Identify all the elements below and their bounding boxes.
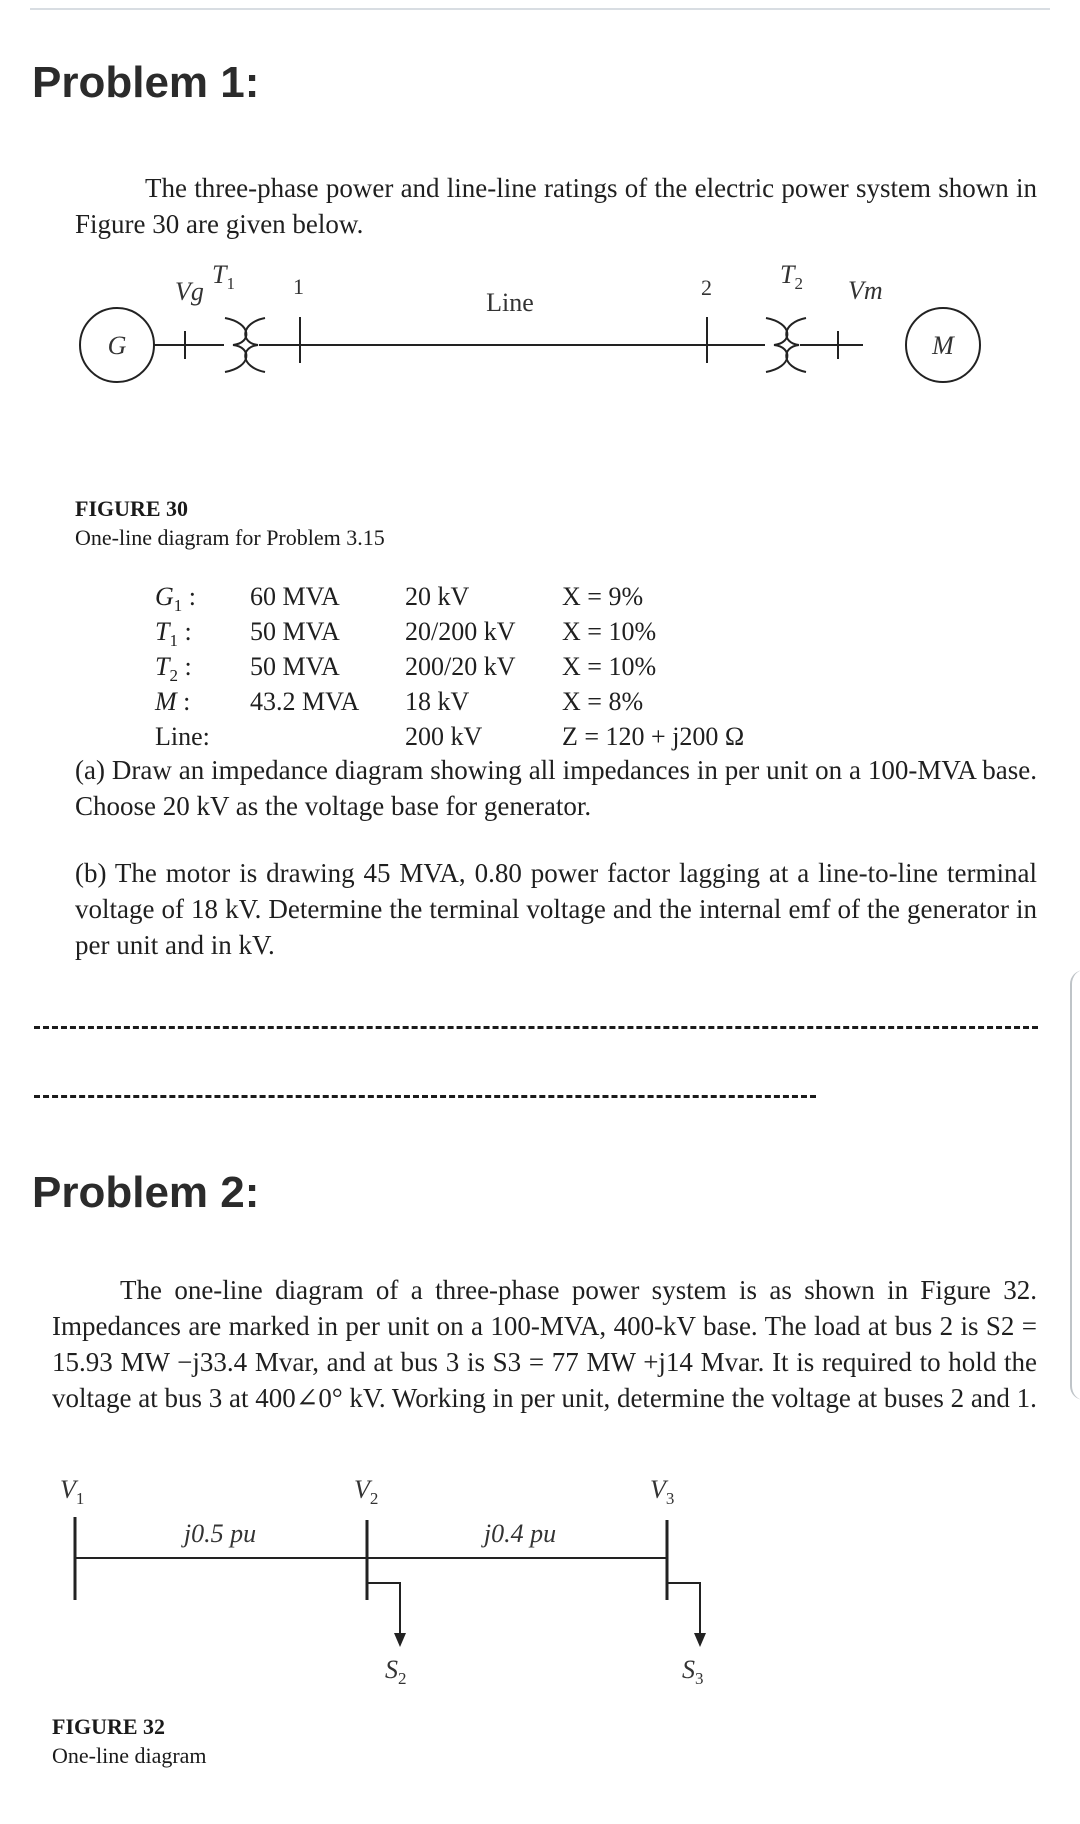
rating-voltage: 20/200 kV (405, 617, 516, 646)
load-arrow-s2 (394, 1633, 406, 1647)
vg-label: Vg (175, 277, 204, 306)
rating-name: $G_1$ : (155, 582, 197, 616)
figure30-diagram (60, 255, 1020, 395)
t1-label-sub: 1 (226, 274, 235, 293)
rating-power: 60 MVA (250, 582, 340, 611)
rating-voltage: 18 kV (405, 687, 470, 716)
figure30-caption-text: One-line diagram for Problem 3.15 (75, 525, 385, 550)
t2-transformer-symbol (766, 318, 787, 372)
rating-voltage: 20 kV (405, 582, 470, 611)
load-arrow-s3 (694, 1633, 706, 1647)
bus2-label: 2 (701, 275, 712, 300)
rating-param: X = 8% (562, 687, 644, 716)
rating-param: X = 10% (562, 652, 657, 681)
figure32-diagram (40, 1465, 780, 1705)
figure32-caption-text: One-line diagram (52, 1743, 207, 1768)
t1-transformer-symbol (225, 318, 246, 372)
rating-power: 50 MVA (250, 617, 340, 646)
impedance-23-label: j0.4 pu (483, 1519, 557, 1548)
svg-text:V2: $V_2$ (354, 1475, 379, 1508)
generator-label: G (107, 331, 127, 360)
answer-line (34, 1026, 1038, 1029)
svg-text:V1: $V_1$ (60, 1475, 85, 1508)
side-panel-edge (1070, 970, 1080, 1400)
problem2-title: Problem 2: (32, 1168, 260, 1217)
svg-text:Vg (175, 277, 204, 306)
s2-label: S (385, 1655, 398, 1684)
svg-text:Vm (848, 276, 883, 305)
bus1-label: 1 (293, 274, 304, 299)
rating-name: $T_1$ : (155, 617, 192, 651)
t2-label-sub: 2 (794, 274, 803, 293)
rating-param: X = 9% (562, 582, 644, 611)
figure30-caption-title: FIGURE 30 (75, 496, 189, 521)
rating-voltage: 200/20 kV (405, 652, 516, 681)
impedance-12-label: j0.5 pu (183, 1519, 257, 1548)
rating-name: M : (155, 687, 191, 716)
motor-label: M (932, 331, 954, 360)
problem1-part-a: (a) Draw an impedance diagram showing all impedances in per unit on a 100-MVA base. Choose 20 kV as the voltage base for generator. (75, 755, 1037, 821)
rating-power: 43.2 MVA (250, 687, 360, 716)
svg-text:T2 (780, 260, 803, 293)
svg-text:V3: $V_3$ (650, 1475, 675, 1508)
problem1-part-b: (b) The motor is drawing 45 MVA, 0.80 power factor lagging at a line-to-line terminal voltage of 18 kV. Determine the terminal voltage and the internal emf of the generator in per unit and in kV. (75, 858, 1037, 960)
svg-text:S3: $S_3$ (682, 1655, 704, 1688)
rating-name: Line: (155, 722, 210, 751)
v1-label: V (60, 1475, 76, 1504)
rating-param: X = 10% (562, 617, 657, 646)
top-divider (30, 8, 1050, 10)
problem1-title: Problem 1: (32, 58, 260, 107)
problem2-intro: The one-line diagram of a three-phase power system is as shown in Figure 32. Impedances are marked in per unit on a 100-MVA, 400-kV base. The load at bus 2 is S2 = 15.93 MW −j33.4 Mvar, and at bus 3 is S3 = 77 MW +j14 Mvar. It is required to hold the voltage at bus 3 at 400∠0° kV. Working in per unit, determine the voltage at buses 2 and 1. (52, 1275, 1037, 1413)
vm-label: Vm (848, 276, 883, 305)
t2-label: T (780, 260, 795, 289)
rating-power: 50 MVA (250, 652, 340, 681)
s3-label: S (682, 1655, 695, 1684)
svg-text:T1 (212, 260, 235, 293)
figure32-caption-title: FIGURE 32 (52, 1714, 166, 1739)
rating-param: Z = 120 + j200 Ω (562, 722, 745, 751)
line-label: Line (486, 288, 534, 317)
t1-label: T (212, 260, 227, 289)
problem1-intro: The three-phase power and line-line ratings of the electric power system shown in Figure 30 are given below. (75, 173, 1037, 239)
rating-voltage: 200 kV (405, 722, 483, 751)
motor-symbol (862, 264, 1020, 395)
v2-label: V (354, 1475, 370, 1504)
svg-text:S2: $S_2$ (385, 1655, 407, 1688)
v3-label: V (650, 1475, 666, 1504)
rating-name: $T_2$ : (155, 652, 192, 686)
answer-line (34, 1095, 816, 1098)
